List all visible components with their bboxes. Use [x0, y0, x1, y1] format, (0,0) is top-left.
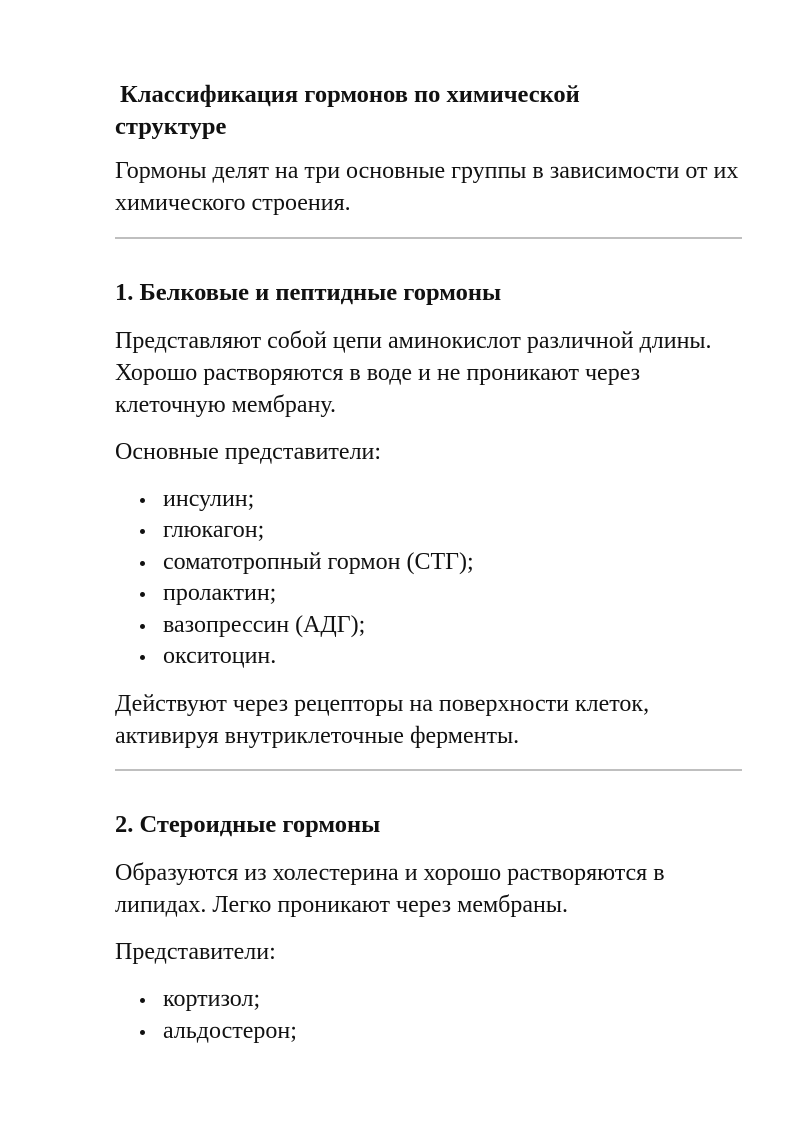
document-title-line-2: структуре [115, 113, 227, 140]
list-item: вазопрессин (АДГ); [115, 610, 742, 641]
list-item: альдостерон; [115, 1016, 742, 1047]
section-divider [115, 237, 742, 239]
section-divider [115, 769, 742, 771]
section-description: Представляют собой цепи аминокислот различной длины. Хорошо растворяются в воде и не проникают через клеточную мембрану. [115, 328, 712, 418]
representatives-list [115, 484, 742, 672]
section-protein-hormones [115, 277, 742, 752]
section-steroid-hormones [115, 809, 742, 1047]
section-heading: 2. Стероидные гормоны [115, 811, 381, 839]
list-item: пролактин; [115, 578, 742, 609]
document-title-line-1: Классификация гормонов по химической [120, 81, 580, 108]
list-label: Основные представители: [115, 439, 382, 465]
list-label: Представители: [115, 939, 276, 966]
section-heading: 1. Белковые и пептидные гормоны [115, 279, 502, 306]
document-title [115, 79, 680, 143]
intro-paragraph: Гормоны делят на три основные группы в зависимости от их химического строения. [115, 158, 739, 216]
list-item: окситоцин. [115, 641, 742, 672]
section-note: Действуют через рецепторы на поверхности клеток, активируя внутриклеточные ферменты. [115, 691, 650, 750]
list-item: кортизол; [115, 984, 742, 1015]
list-item: глюкагон; [115, 515, 742, 546]
representatives-list [115, 984, 742, 1047]
section-description: Образуются из холестерина и хорошо растворяются в липидах. Легко проникают через мембраны. [115, 860, 665, 919]
list-item: инсулин; [115, 484, 742, 515]
list-item: соматотропный гормон (СТГ); [115, 547, 742, 578]
